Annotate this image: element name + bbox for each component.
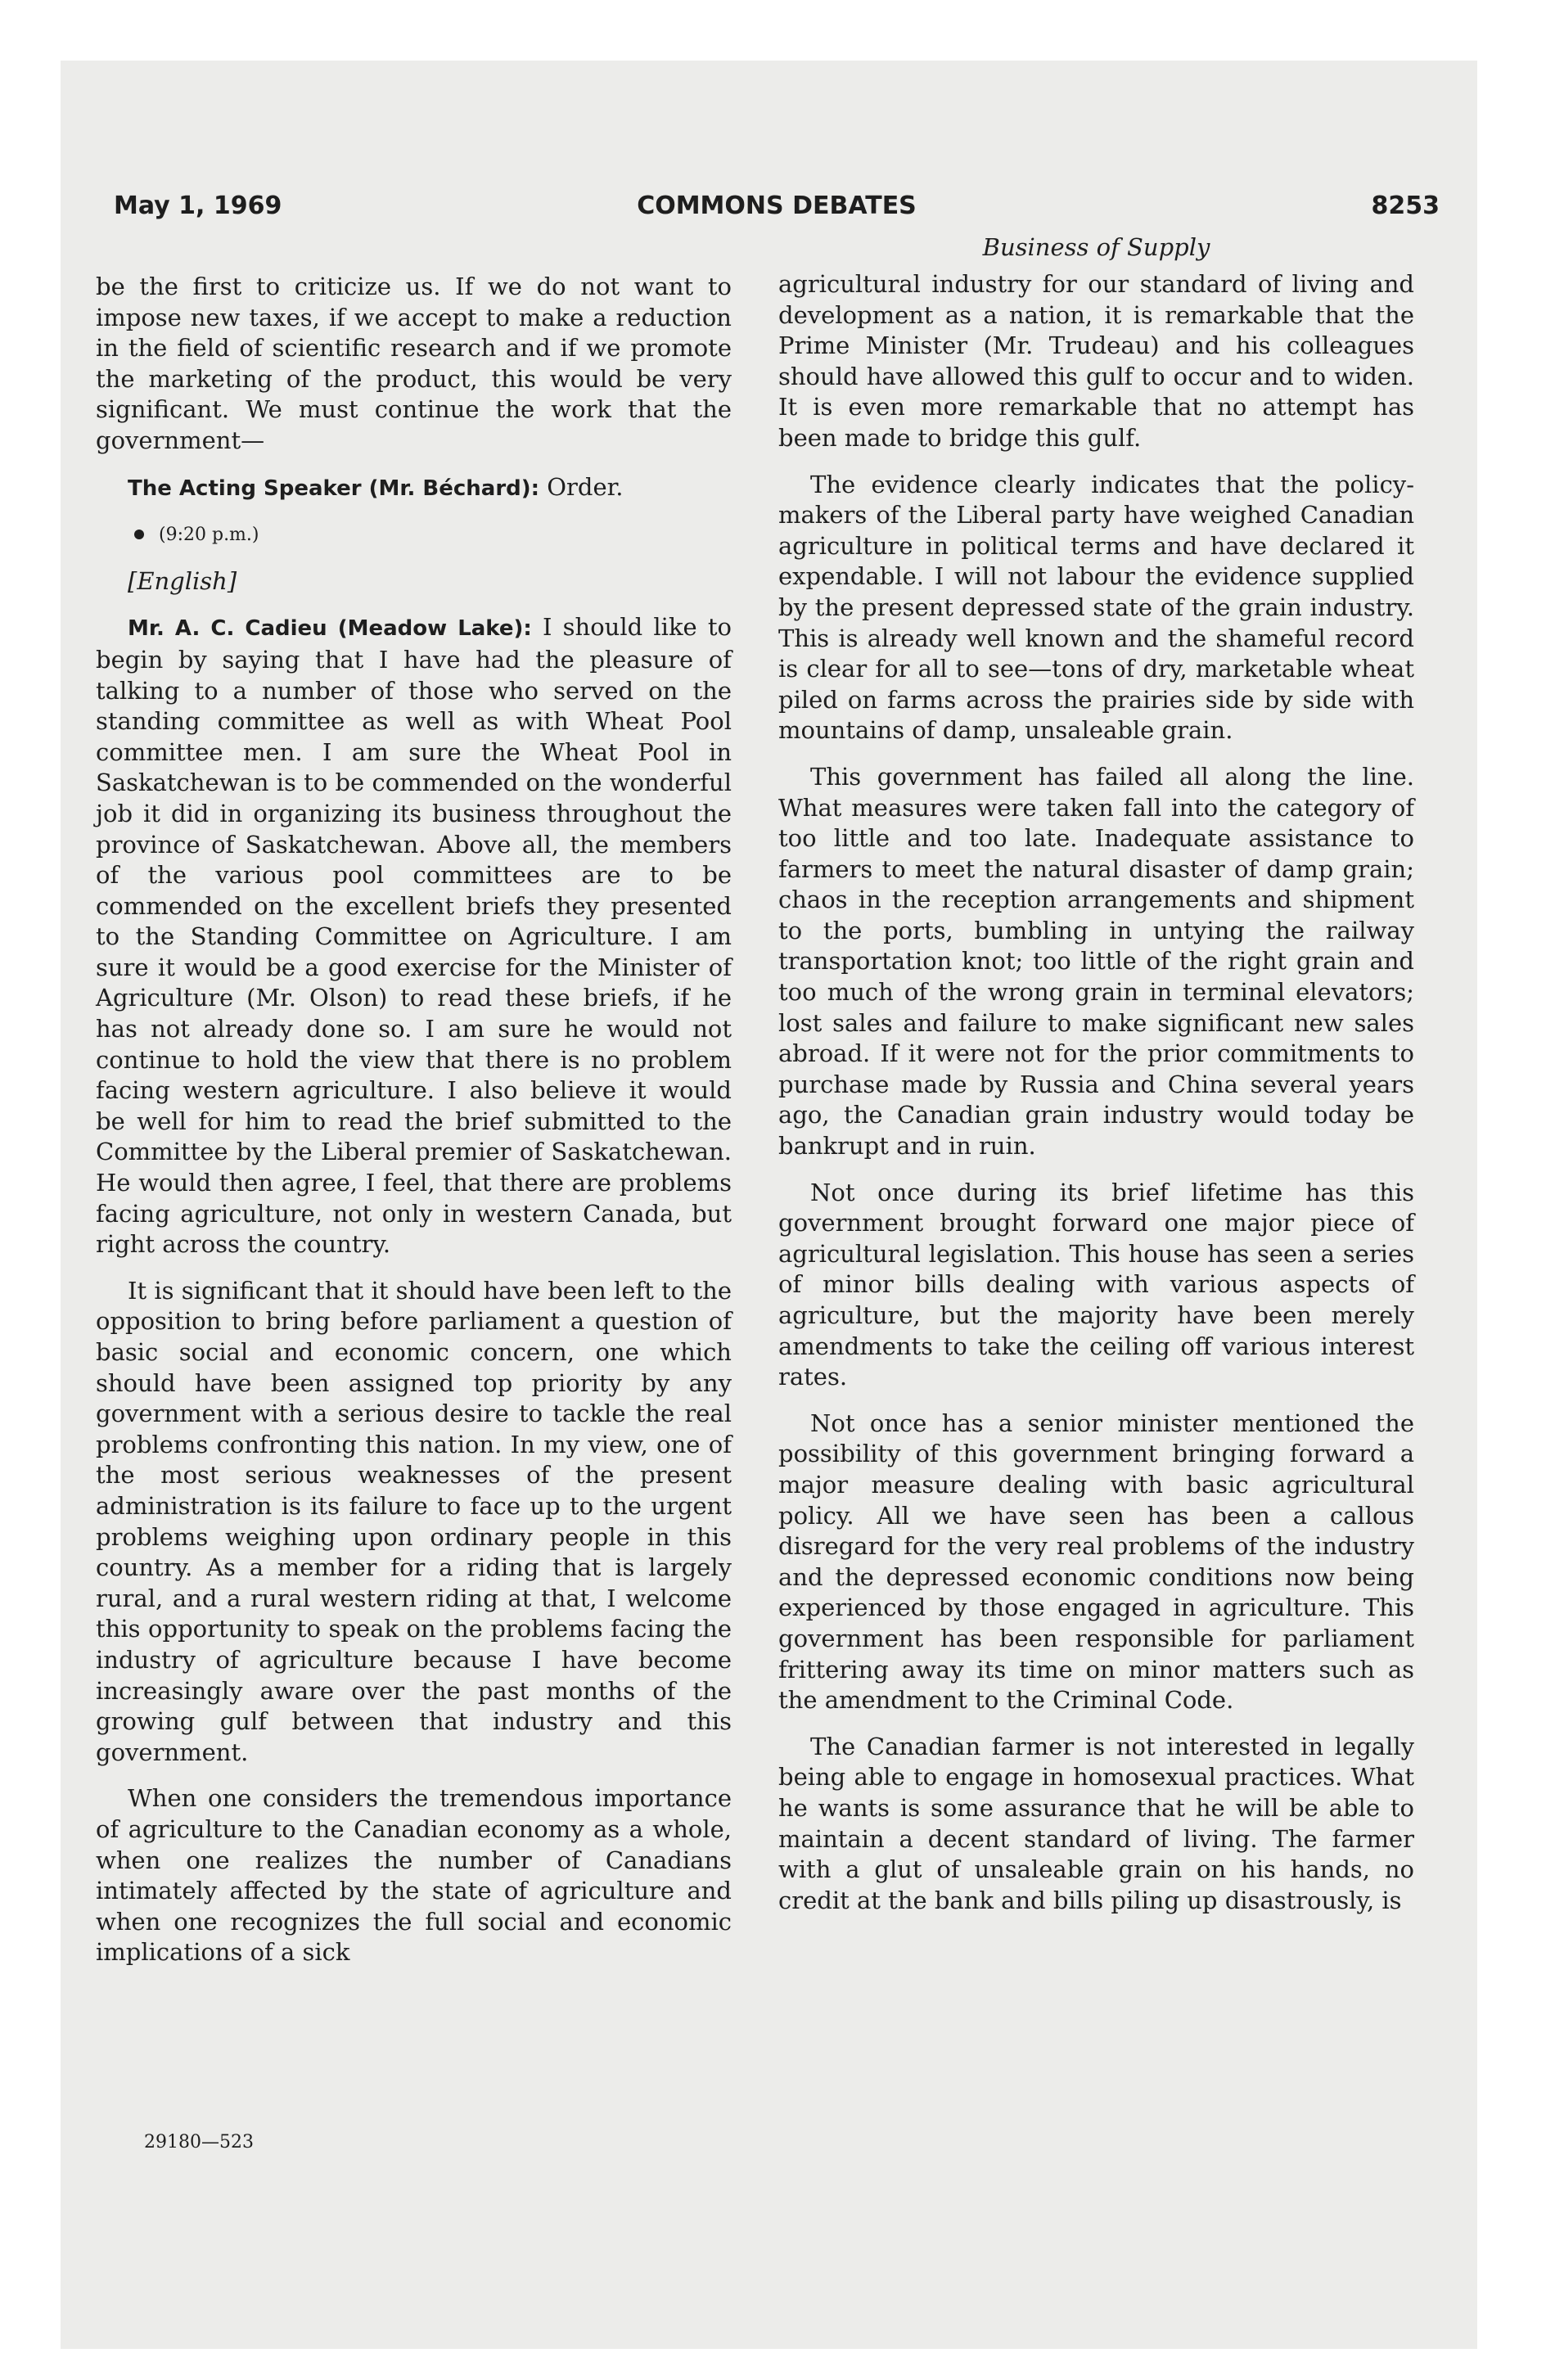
page-footer-code: 29180—523 [144,2132,254,2152]
speech-text: I should like to begin by saying that I have had the pleasure of talking to a number of those who served on the standing committee as well as with Wheat Pool committee men. I am sure the Wheat Pool in Saskatchewan is to be commended on the wonderful job it did in organizing its business throughout the province of Saskatchewan. Above all, the members of the various pool committees are to be commended on the excellent briefs they presented to the Standing Committee on Agriculture. I am sure it would be a good exercise for the Minister of Agriculture (Mr. Olson) to read these briefs, if he has not already done so. I am sure he would not continue to hold the view that there is no problem facing western agriculture. I also believe it would be well for him to read the brief submitted to the Committee by the Liberal premier of Saskatchewan. He would then agree, I feel, that there are problems facing agriculture, not only in western Canada, but right across the country. [96,613,732,1259]
paragraph: The evidence clearly indicates that the policy-makers of the Liberal party have weighed Canadian agriculture in political terms and have declared it expendable. I will not labour the evidence supplied by the present depressed state of the grain industry. This is already well known and the shameful record is clear for all to see—tons of dry, marketable wheat piled on farms across the prairies side by side with mountains of damp, unsaleable grain. [778,470,1414,745]
header-date: May 1, 1969 [114,192,282,220]
right-column [778,232,1414,1931]
page-number: 8253 [1371,192,1440,220]
speaker-name: The Acting Speaker (Mr. Béchard): [128,476,540,501]
speaker-paragraph [96,472,732,505]
left-column [96,272,732,1984]
page-header [114,192,1440,224]
paragraph: When one considers the tremendous importance of agriculture to the Canadian economy as a whole, when one realizes the number of Canadians intimately affected by the state of agriculture and when one recognizes the full social and economic implications of a sick [96,1784,732,1967]
bullet-icon [134,530,144,539]
timestamp [96,520,732,551]
speaker-name: Mr. A. C. Cadieu (Meadow Lake): [128,616,532,642]
timestamp-text: (9:20 p.m.) [159,525,259,546]
paragraph: Not once during its brief lifetime has this government brought forward one major piece of agricultural legislation. This house has seen a series of minor bills dealing with various aspects of agriculture, but the majority have been merely amendments to take the ceiling off various interest rates. [778,1178,1414,1391]
paragraph: The Canadian farmer is not interested in legally being able to engage in homosexual practices. What he wants is some assurance that he will be able to maintain a decent standard of living. The farmer with a glut of unsaleable grain on his hands, no credit at the bank and bills piling up disastrously, is [778,1732,1414,1914]
paragraph: This government has failed all along the line. What measures were taken fall into the category of too little and too late. Inadequate assistance to farmers to meet the natural disaster of damp grain; chaos in the reception arrangements and shipment to the ports, bumbling in untying the railway transportation knot; too little of the right grain and too much of the wrong grain in terminal elevators; lost sales and failure to make significant new sales abroad. If it were not for the prior commitments to purchase made by Russia and China several years ago, the Canadian grain industry would today be bankrupt and in ruin. [778,762,1414,1161]
speech-text: Order. [539,472,624,501]
speaker-paragraph [96,612,732,1260]
header-title: COMMONS DEBATES [637,192,917,220]
section-heading: Business of Supply [982,233,1210,261]
paragraph: be the first to criticize us. If we do not want to impose new taxes, if we accept to make a reduction in the field of scientific research and if we promote the marketing of the product, this would be very significant. We must continue the work that the government— [96,273,732,454]
paragraph: It is significant that it should have been left to the opposition to bring before parliament a question of basic social and economic concern, one which should have been assigned top priority by any government with a serious desire to tackle the real problems confronting this nation. In my view, one of the most serious weaknesses of the present administration is its failure to face up to the urgent problems weighing upon ordinary people in this country. As a member for a riding that is largely rural, and a rural western riding at that, I welcome this opportunity to speak on the problems facing the industry of agriculture because I have become increasingly aware over the past months of the growing gulf between that industry and this government. [96,1276,732,1766]
paragraph: agricultural industry for our standard of living and development as a nation, it is remarkable that the Prime Minister (Mr. Trudeau) and his colleagues should have allowed this gulf to occur and to widen. It is even more remarkable that no attempt has been made to bridge this gulf. [778,270,1414,452]
paragraph: Not once has a senior minister mentioned the possibility of this government bringing forward a major measure dealing with basic agricultural policy. All we have seen has been a callous disregard for the very real problems of the industry and the depressed economic conditions now being experienced by those engaged in agriculture. This government has been responsible for parliament frittering away its time on minor matters such as the amendment to the Criminal Code. [778,1409,1414,1715]
language-label: [English] [128,566,237,595]
